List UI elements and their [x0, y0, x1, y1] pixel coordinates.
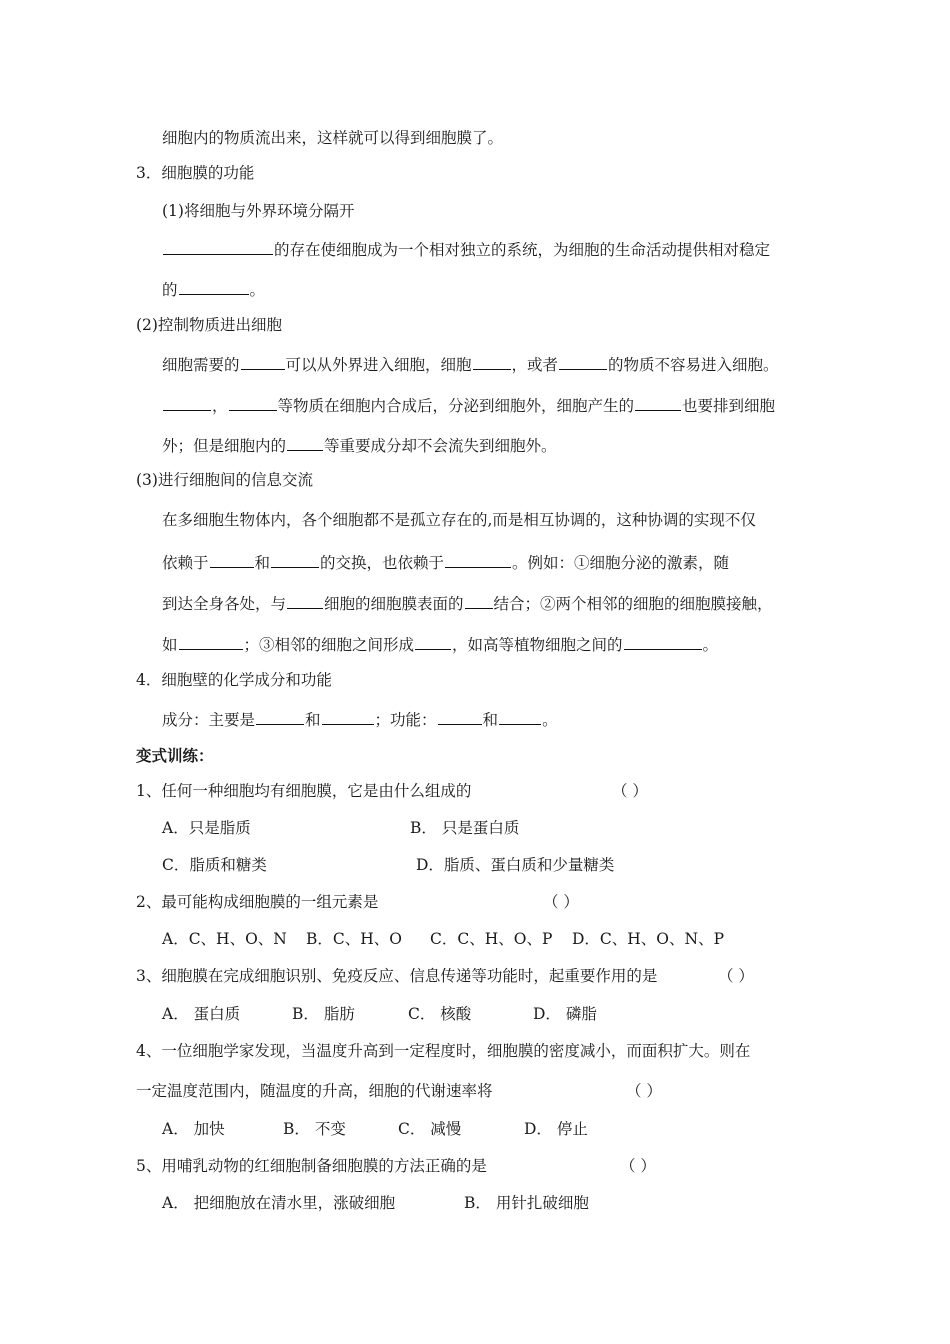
blank[interactable] — [322, 708, 374, 725]
function-3-line-3: 到达全身各处，与 细胞的细胞膜表面的 结合；②两个相邻的细胞的细胞膜接触， — [162, 592, 773, 614]
question-4-stem-line-2: 一定温度范围内，随温度的升高，细胞的代谢速率将 — [136, 1082, 493, 1100]
blank[interactable] — [256, 708, 304, 725]
section-4-heading: 4．细胞壁的化学成分和功能 — [136, 671, 332, 689]
section-3-heading: 3．细胞膜的功能 — [136, 164, 255, 182]
option-d[interactable]: D．脂质、蛋白质和少量糖类 — [416, 856, 615, 874]
answer-bracket[interactable]: （ ） — [620, 1157, 656, 1175]
function-1-title: (1)将细胞与外界环境分隔开 — [162, 202, 355, 220]
option-c[interactable]: C．C、H、O、P — [430, 930, 553, 948]
option-b[interactable]: B． 不变 — [283, 1120, 346, 1138]
blank[interactable] — [624, 633, 702, 650]
option-a[interactable]: A． 蛋白质 — [162, 1005, 241, 1023]
option-b[interactable]: B． 只是蛋白质 — [410, 819, 520, 837]
function-3-title: (3)进行细胞间的信息交流 — [136, 471, 313, 489]
blank[interactable] — [163, 238, 273, 255]
option-a[interactable]: A． 加快 — [162, 1120, 225, 1138]
blank[interactable] — [210, 551, 254, 568]
option-a[interactable]: A． 把细胞放在清水里，涨破细胞 — [162, 1194, 396, 1212]
practice-heading: 变式训练： — [136, 746, 214, 765]
blank[interactable] — [473, 353, 511, 370]
option-a[interactable]: A．只是脂质 — [162, 819, 251, 837]
blank[interactable] — [179, 633, 243, 650]
question-3-stem: 3、细胞膜在完成细胞识别、免疫反应、信息传递等功能时，起重要作用的是 — [136, 967, 658, 985]
function-2-title: (2)控制物质进出细胞 — [136, 316, 282, 334]
question-2-stem: 2、最可能构成细胞膜的一组元素是 — [136, 893, 379, 911]
blank[interactable] — [179, 278, 249, 295]
question-1-stem: 1、任何一种细胞均有细胞膜，它是由什么组成的 — [136, 782, 472, 800]
function-3-line-2: 依赖于 和 的交换，也依赖于 。例如：①细胞分泌的激素，随 — [162, 551, 729, 573]
option-a[interactable]: A．C、H、O、N — [162, 930, 287, 948]
question-5-stem: 5、用哺乳动物的红细胞制备细胞膜的方法正确的是 — [136, 1157, 487, 1175]
answer-bracket[interactable]: （ ） — [612, 782, 648, 800]
blank[interactable] — [438, 708, 482, 725]
function-1-line-2: 的 。 — [162, 278, 265, 300]
function-3-line-4: 如 ；③相邻的细胞之间形成 ，如高等植物细胞之间的 。 — [162, 633, 718, 655]
blank[interactable] — [271, 551, 319, 568]
option-b[interactable]: B． 用针扎破细胞 — [464, 1194, 589, 1212]
blank[interactable] — [635, 394, 681, 411]
blank[interactable] — [287, 434, 323, 451]
blank[interactable] — [465, 592, 493, 609]
option-c[interactable]: C． 减慢 — [398, 1120, 462, 1138]
option-b[interactable]: B．C、H、O — [306, 930, 402, 948]
blank[interactable] — [287, 592, 323, 609]
answer-bracket[interactable]: （ ） — [626, 1082, 662, 1100]
answer-bracket[interactable]: （ ） — [718, 967, 754, 985]
carry-over-line: 细胞内的物质流出来，这样就可以得到细胞膜了。 — [162, 129, 504, 147]
option-d[interactable]: D．C、H、O、N、P — [572, 930, 725, 948]
question-4-stem-line-1: 4、一位细胞学家发现，当温度升高到一定程度时，细胞膜的密度减小，而面积扩大。则在 — [136, 1042, 751, 1060]
blank[interactable] — [415, 633, 451, 650]
function-2-line-3: 外；但是细胞内的 等重要成分却不会流失到细胞外。 — [162, 434, 557, 456]
blank[interactable] — [559, 353, 607, 370]
function-3-line-1: 在多细胞生物体内，各个细胞都不是孤立存在的,而是相互协调的，这种协调的实现不仅 — [162, 511, 756, 529]
option-c[interactable]: C．脂质和糖类 — [162, 856, 267, 874]
blank[interactable] — [163, 394, 211, 411]
cell-wall-line: 成分：主要是 和 ；功能： 和 。 — [162, 708, 558, 730]
function-1-line-1: 的存在使细胞成为一个相对独立的系统，为细胞的生命活动提供相对稳定 — [162, 238, 770, 260]
blank[interactable] — [241, 353, 285, 370]
option-c[interactable]: C． 核酸 — [408, 1005, 472, 1023]
blank[interactable] — [499, 708, 541, 725]
option-d[interactable]: D． 停止 — [524, 1120, 588, 1138]
option-d[interactable]: D． 磷脂 — [533, 1005, 597, 1023]
blank[interactable] — [445, 551, 511, 568]
blank[interactable] — [229, 394, 277, 411]
option-b[interactable]: B． 脂肪 — [292, 1005, 355, 1023]
answer-bracket[interactable]: （ ） — [543, 893, 579, 911]
function-2-line-2: ， 等物质在细胞内合成后，分泌到细胞外，细胞产生的 也要排到细胞 — [162, 394, 775, 416]
function-2-line-1: 细胞需要的 可以从外界进入细胞，细胞 ，或者 的物质不容易进入细胞。 — [162, 353, 779, 375]
